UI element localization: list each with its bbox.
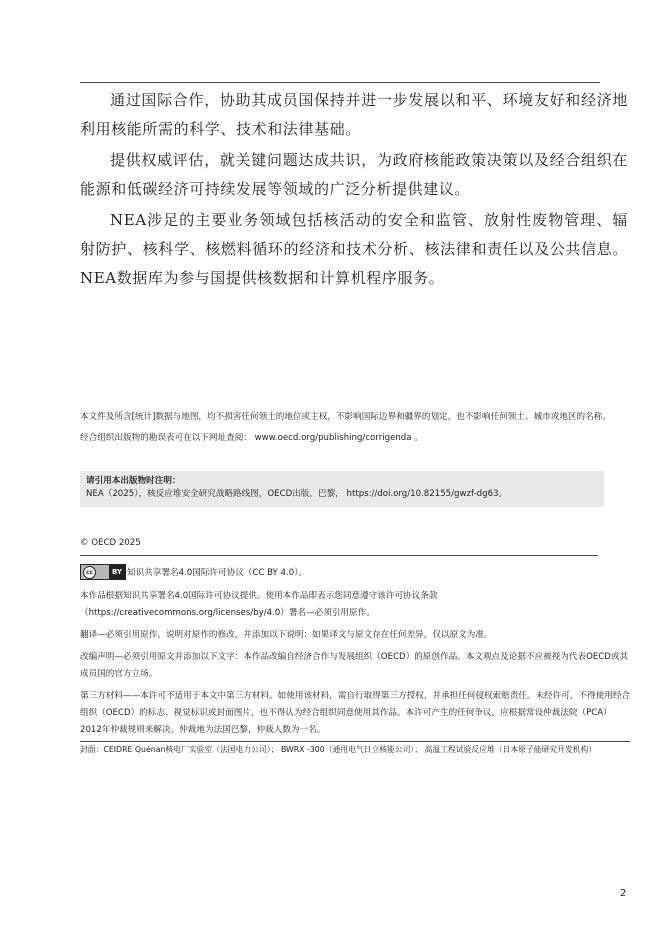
cc-logo-icon: cc — [83, 566, 96, 579]
body-paragraph-2: 提供权威评估，就关键问题达成共识，为政府核能政策决策以及经合组织在能源和低碳经济可持续发展等领域的广泛分析提供建议。 — [80, 151, 628, 198]
body-text — [80, 86, 628, 295]
cover-rule — [80, 741, 630, 742]
blue-rule — [80, 555, 598, 556]
license-paragraph-1: 本作品根据知识共享署名4.0国际许可协议提供。使用本作品即表示您同意遵守该许可协议条款（https://creativecommons.org/licenses/by/4.0）署名—必须引用原作。 — [80, 591, 438, 618]
citation-text: NEA（2025），核反应堆安全研究战略路线图，OECD出版，巴黎， https://doi.org/10.82155/gwzf-dg63。 — [86, 489, 508, 499]
disclaimer — [80, 408, 630, 450]
license-paragraph-3: 改编声明—必须引用原文并添加以下文字：本作品改编自经济合作与发展组织（OECD）的原创作品。本文观点及论据不应被视为代表OECD或其成员国的官方立场。 — [80, 652, 629, 679]
copyright: © OECD 2025 — [80, 538, 141, 548]
license-paragraph-4: 第三方材料——本许可不适用于本文中第三方材料。如使用该材料，需自行取得第三方授权，并承担任何侵权索赔责任。未经许可，不得使用经合组织（OECD）的标志、视觉标识或封面图片，也不得认为经合组织同意使用其作品。本许可产生的任何争议，应根据常设仲裁法院（PCA）2012年仲裁规则来解决。仲裁地为法国巴黎，仲裁人数为一名。 — [80, 691, 631, 735]
top-rule — [80, 82, 600, 83]
page-number: 2 — [620, 888, 627, 899]
body-paragraph-1: 通过国际合作，协助其成员国保持并进一步发展以和平、环境友好和经济地利用核能所需的科学、技术和法律基础。 — [80, 91, 628, 138]
citation-box — [80, 471, 604, 507]
by-label: BY — [109, 565, 125, 579]
cc-by-badge-icon[interactable] — [80, 564, 126, 580]
license-paragraph-2: 翻译—必须引用原作，说明对原作的修改，并添加以下说明：如果译文与原文存在任何差异，仅以原文为准。 — [80, 630, 493, 640]
citation-title: 请引用本出版物时注明： — [86, 476, 181, 486]
disclaimer-text: 本文件及所含[统计]数据与地图，均不损害任何领土的地位或主权，不影响国际边界和疆界的划定，也不影响任何领土、城市或地区的名称。 — [80, 412, 611, 422]
cover-credits: 封面：CEIDRE Quénan核电厂实验室（法国电力公司）； BWRX -300（通用电气日立核能公司）； 高温工程试验反应堆（日本原子能研究开发机构） — [80, 745, 597, 754]
body-paragraph-3: NEA涉足的主要业务领域包括核活动的安全和监管、放射性废物管理、辐射防护、核科学、核燃料循环的经济和技术分析、核法律和责任以及公共信息。NEA数据库为参与国提供核数据和计算机程序服务。 — [80, 211, 628, 287]
license-body — [80, 588, 630, 744]
corrigenda-text: 经合组织出版物的勘误表可在以下网址查阅： www.oecd.org/publishing/corrigenda 。 — [80, 433, 423, 443]
license-heading: 知识共享署名4.0国际许可协议（CC BY 4.0）。 — [127, 568, 308, 578]
license-heading-row — [80, 564, 307, 580]
